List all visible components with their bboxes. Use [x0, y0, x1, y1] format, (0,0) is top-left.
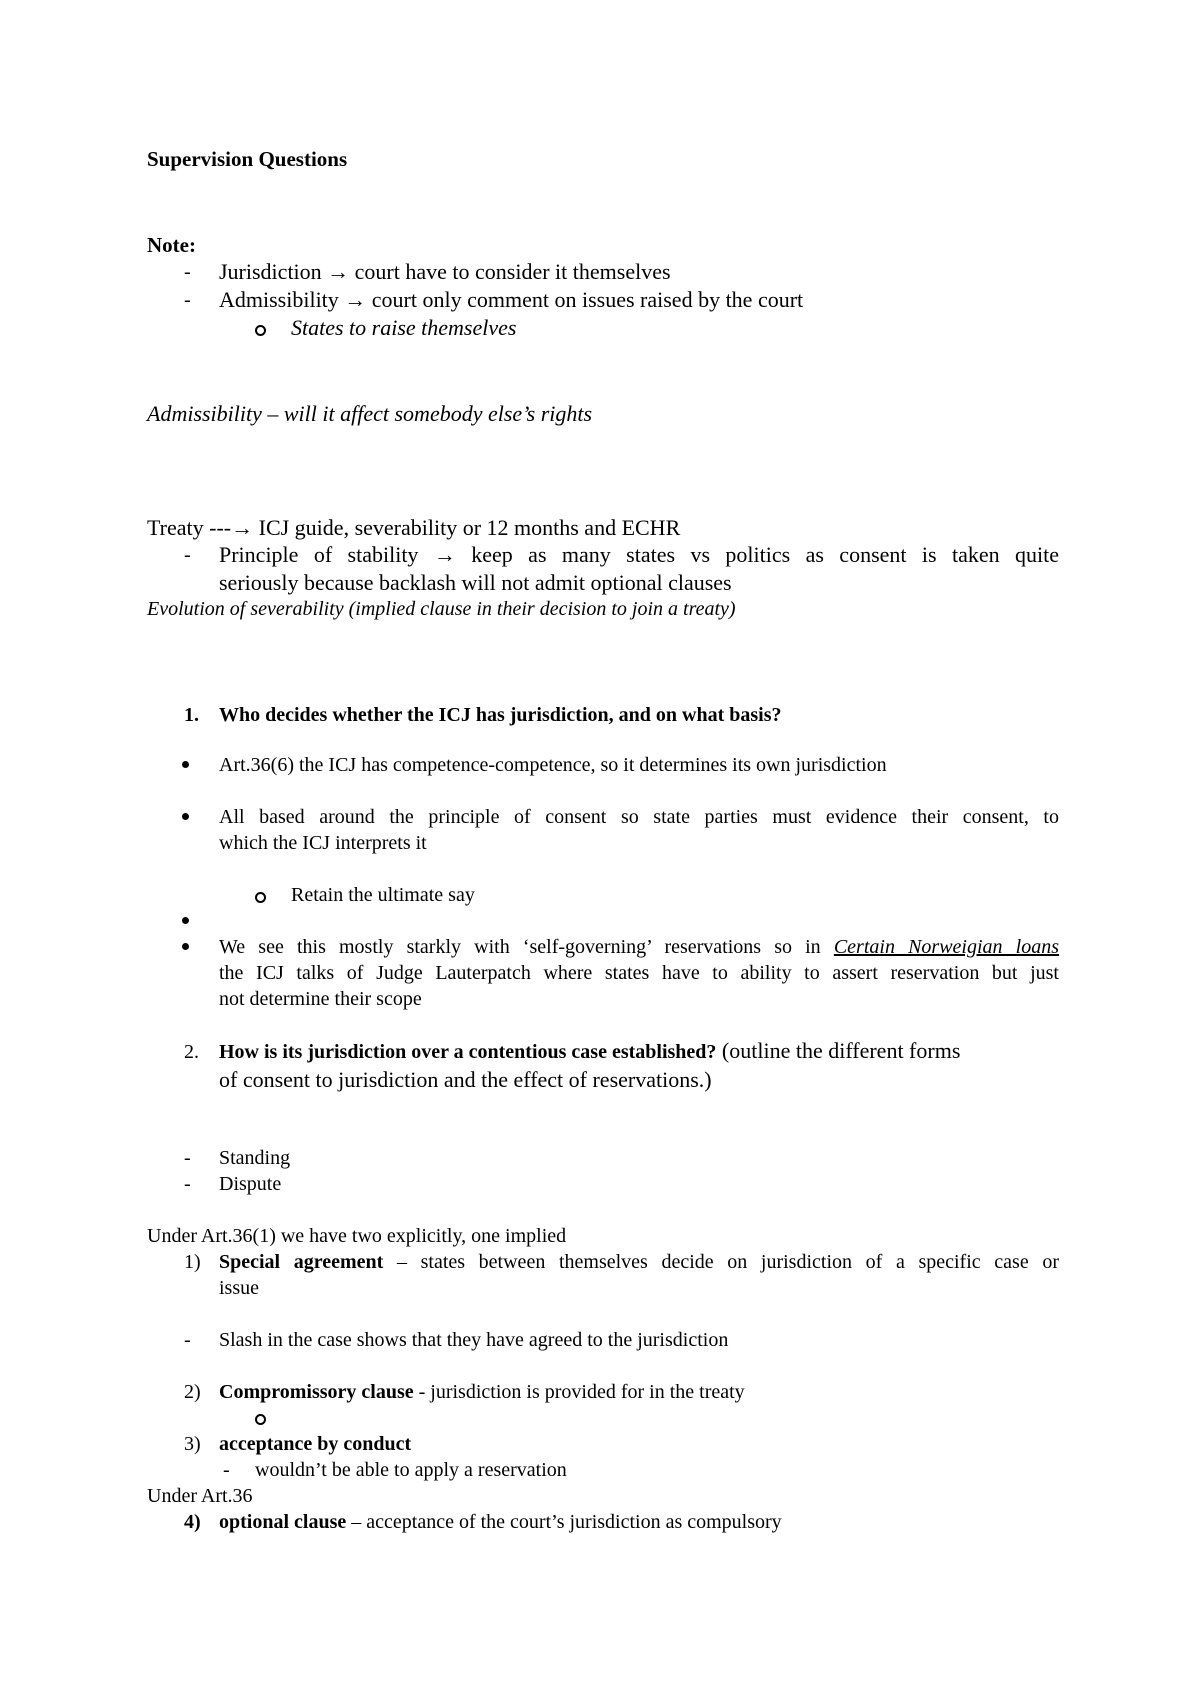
treaty-line — [147, 516, 680, 540]
item-1-number: 1) — [184, 1251, 201, 1273]
circle-bullet-icon — [255, 1414, 266, 1425]
optional-clause-text: – acceptance of the court’s jurisdiction as compulsory — [346, 1511, 782, 1533]
special-agreement-text: – states between themselves decide on jurisdiction of a specific case or — [383, 1251, 1059, 1273]
q1-sub-item: Retain the ultimate say — [291, 884, 475, 906]
q2-dispute: Dispute — [219, 1173, 282, 1195]
dash-bullet: - — [184, 544, 191, 566]
special-agreement-line-1 — [219, 1251, 1059, 1273]
arrow-icon: → — [433, 542, 456, 567]
item-2-number: 2) — [184, 1381, 201, 1403]
q1-question: Who decides whether the ICJ has jurisdiction, and on what basis? — [219, 704, 782, 726]
q1-bullet-2-line-1: All based around the principle of consent so state parties must evidence their consent, to — [219, 806, 1059, 828]
special-agreement-line-2: issue — [219, 1277, 259, 1299]
q1-bullet-1: Art.36(6) the ICJ has competence-competence, so it determines its own jurisdiction — [219, 754, 887, 776]
note-admissibility-line — [219, 288, 803, 312]
stability-line-2: seriously because backlash will not admit optional clauses — [219, 570, 732, 595]
case-name: Certain Norweigian loans — [833, 936, 1060, 958]
q1-bullet-3-line-1 — [219, 936, 1059, 958]
arrow-icon: → — [231, 515, 254, 540]
dash-bullet: - — [184, 1173, 191, 1195]
q1-bullet-2-line-2: which the ICJ interprets it — [219, 832, 427, 854]
q1-number: 1. — [184, 704, 199, 726]
optional-clause-term: optional clause — [219, 1511, 347, 1533]
q2-number: 2. — [184, 1041, 199, 1063]
circle-bullet-icon — [255, 325, 266, 336]
bullet-icon — [182, 917, 189, 924]
arrow-icon: → — [327, 259, 350, 284]
q2-question-bold: How is its jurisdiction over a contentious case established? — [219, 1041, 717, 1063]
treaty-text: ICJ guide, severability or 12 months and ECHR — [258, 515, 681, 540]
compromissory-line — [219, 1381, 745, 1403]
bullet-icon — [182, 761, 189, 768]
q2-question-line-1 — [219, 1039, 960, 1063]
arrow-icon: → — [344, 287, 367, 312]
term-jurisdiction: Jurisdiction — [219, 259, 322, 284]
admissibility-definition: Admissibility – will it affect somebody else’s rights — [147, 401, 593, 426]
stability-line-1 — [219, 543, 1059, 567]
compromissory-term: Compromissory clause — [219, 1381, 414, 1403]
stability-term: Principle of stability — [219, 542, 419, 567]
q2-question-rest: (outline the different forms — [716, 1038, 961, 1063]
q1-bullet-3-text: We see this mostly starkly with ‘self-governing’ reservations so in — [219, 936, 834, 958]
item-4-number: 4) — [184, 1511, 201, 1533]
acceptance-by-conduct: acceptance by conduct — [219, 1433, 412, 1455]
note-jurisdiction-line — [219, 260, 671, 284]
dash-bullet: - — [184, 1329, 191, 1351]
note-sub-item: States to raise themselves — [291, 315, 517, 340]
conduct-sub-item: wouldn’t be able to apply a reservation — [255, 1459, 567, 1481]
art36-1-intro: Under Art.36(1) we have two explicitly, one implied — [147, 1225, 567, 1247]
bullet-icon — [182, 943, 189, 950]
circle-bullet-icon — [255, 892, 266, 903]
item-3-number: 3) — [184, 1433, 201, 1455]
stability-text: keep as many states vs politics as consent is taken quite — [471, 542, 1060, 567]
jurisdiction-text: court have to consider it themselves — [354, 259, 671, 284]
dash-bullet: - — [223, 1459, 230, 1481]
art36-intro: Under Art.36 — [147, 1485, 253, 1507]
term-admissibility: Admissibility — [219, 287, 339, 312]
q1-bullet-3-line-2: the ICJ talks of Judge Lauterpatch where states have to ability to assert reservation but just — [219, 962, 1059, 984]
admissibility-text: court only comment on issues raised by the court — [371, 287, 804, 312]
optional-clause-line — [219, 1511, 782, 1533]
special-agreement-term: Special agreement — [219, 1251, 384, 1273]
document-title: Supervision Questions — [147, 147, 348, 171]
q2-standing: Standing — [219, 1147, 291, 1169]
dash-bullet: - — [184, 289, 191, 311]
q2-question-line-2: of consent to jurisdiction and the effect of reservations.) — [219, 1067, 712, 1092]
compromissory-text: - jurisdiction is provided for in the treaty — [413, 1381, 745, 1403]
bullet-icon — [182, 813, 189, 820]
treaty-lead: Treaty --- — [147, 515, 232, 540]
dash-bullet: - — [184, 1147, 191, 1169]
slash-note: Slash in the case shows that they have agreed to the jurisdiction — [219, 1329, 729, 1351]
note-heading: Note: — [147, 233, 196, 257]
severability-note: Evolution of severability (implied clause in their decision to join a treaty) — [147, 598, 736, 620]
q1-bullet-3-line-3: not determine their scope — [219, 988, 422, 1010]
dash-bullet: - — [184, 261, 191, 283]
